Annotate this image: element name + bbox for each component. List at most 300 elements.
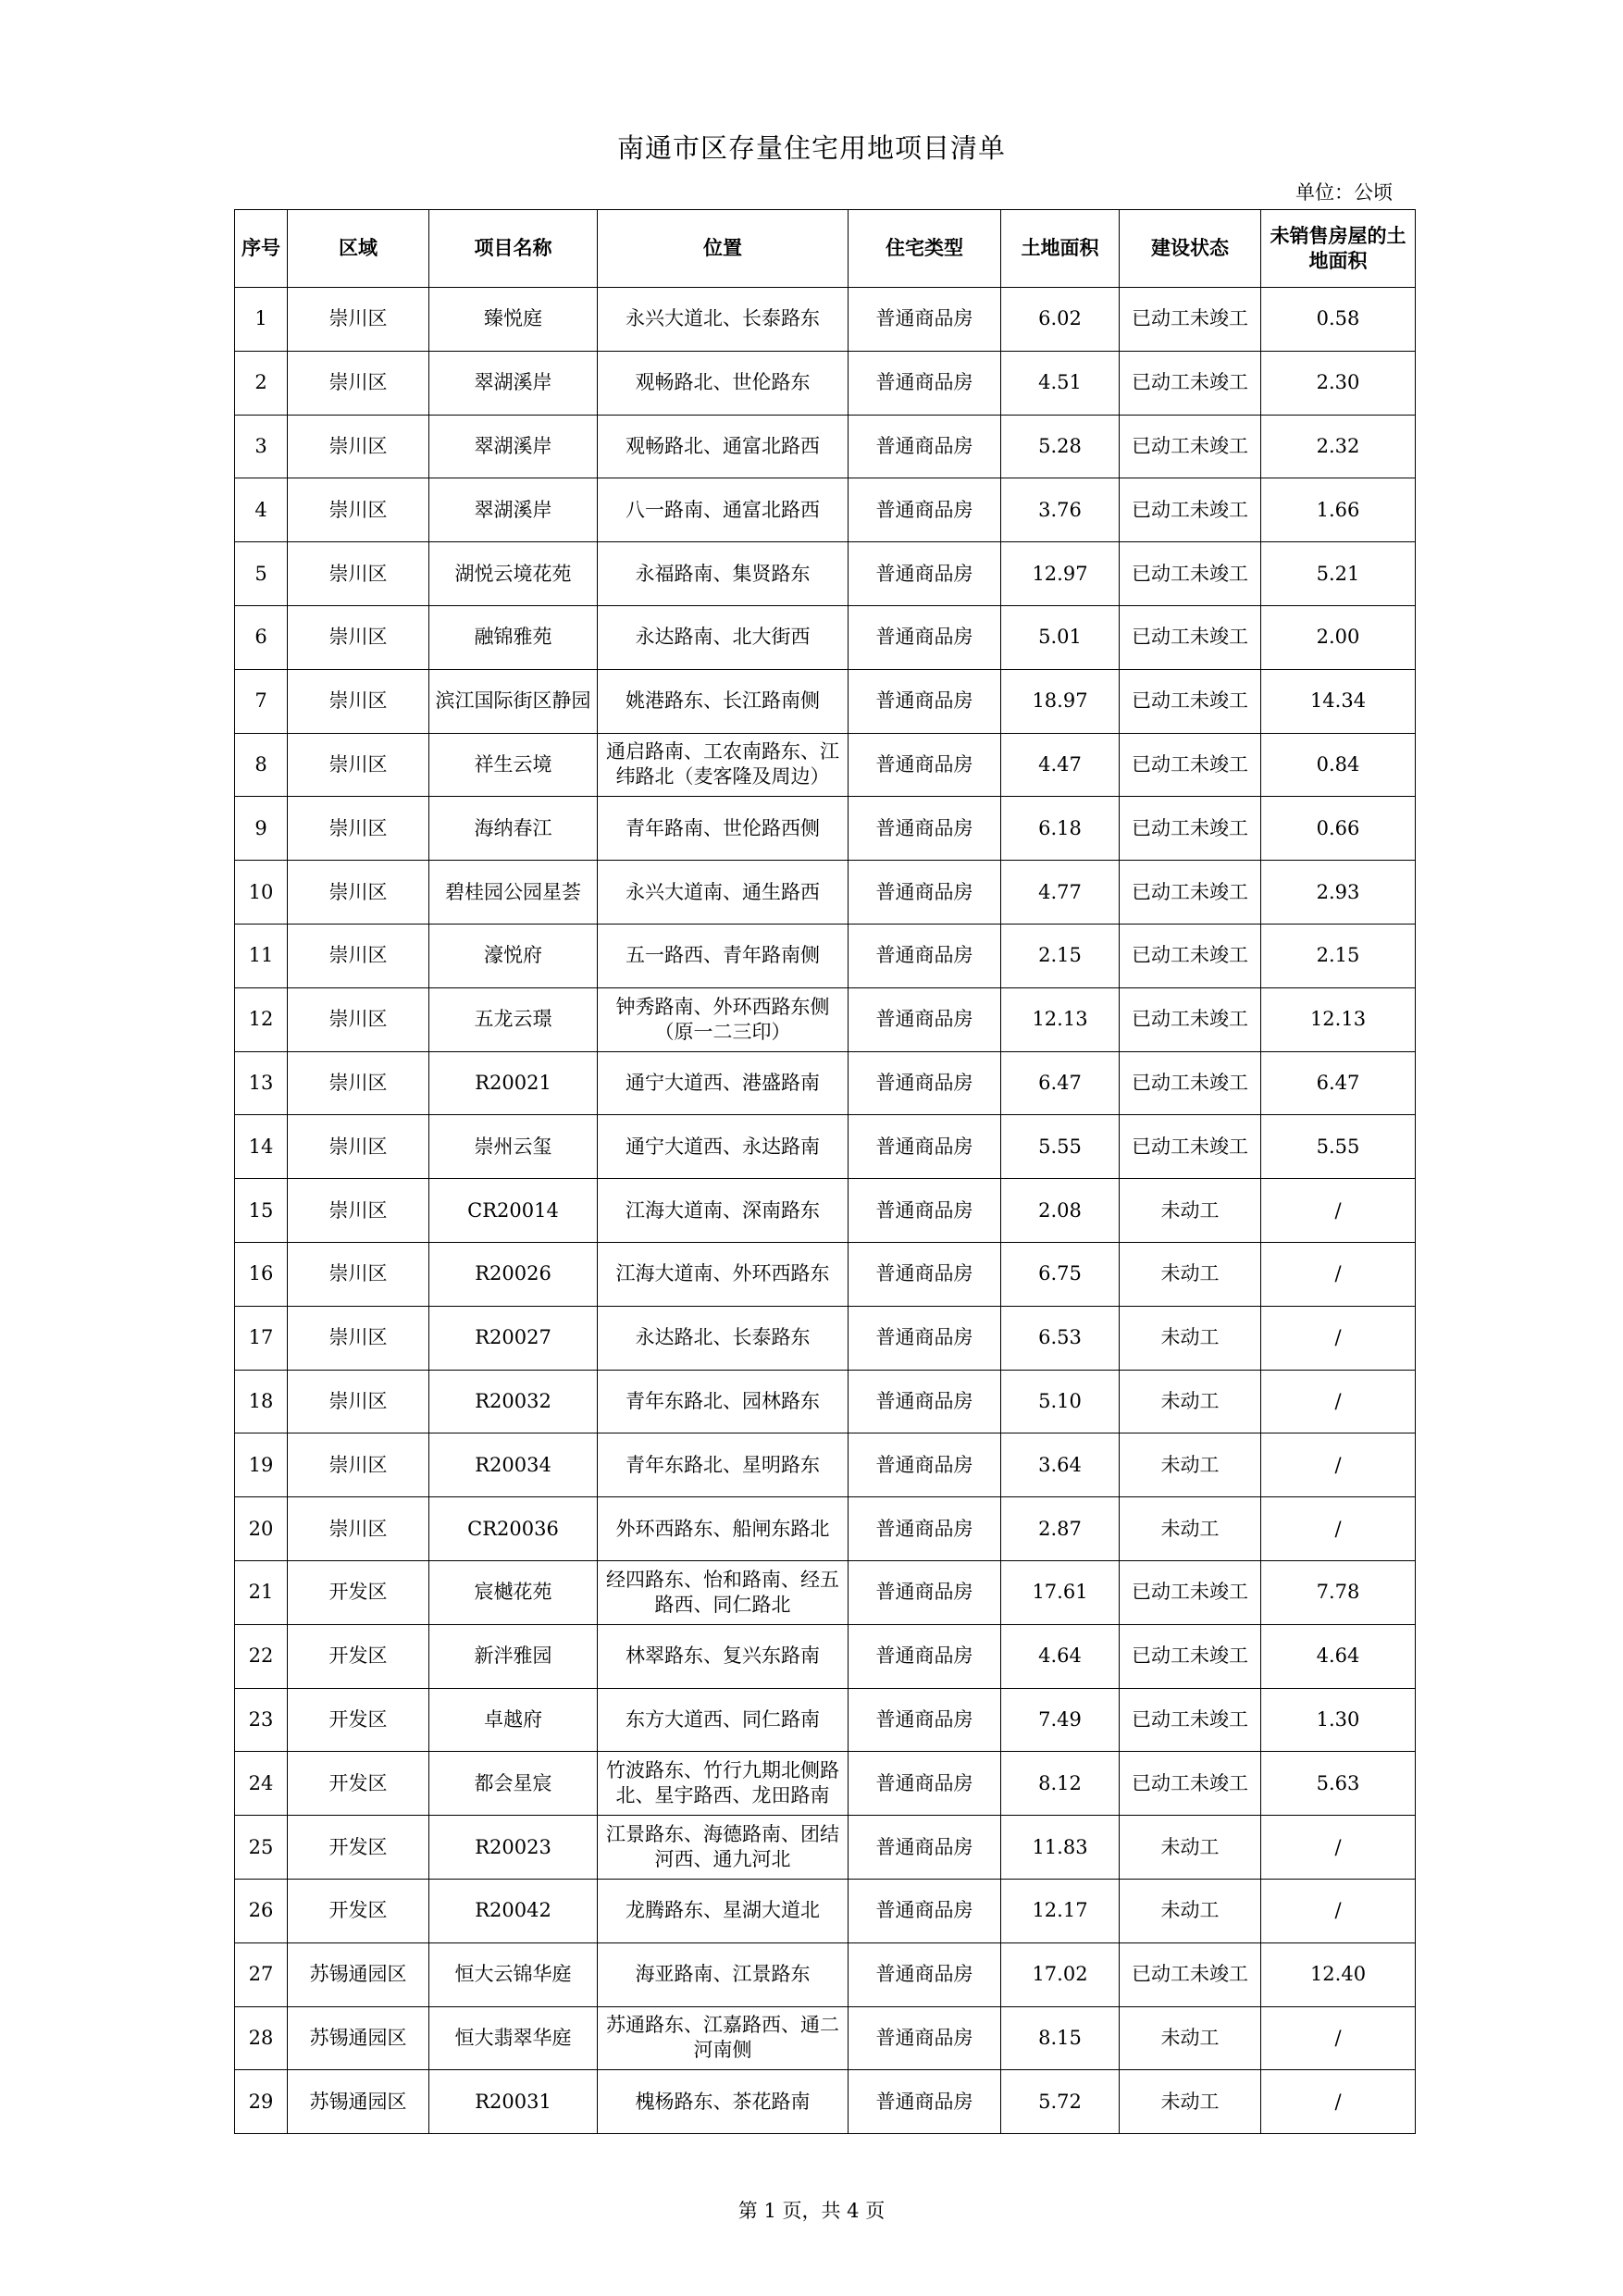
cell-index: 23 bbox=[235, 1688, 288, 1752]
location-text: 永兴大道南、通生路西 bbox=[626, 880, 820, 903]
header-project-name: 项目名称 bbox=[429, 210, 598, 288]
cell-construction-status: 未动工 bbox=[1120, 1816, 1261, 1880]
cell-construction-status: 已动工未竣工 bbox=[1120, 1688, 1261, 1752]
table-row bbox=[235, 987, 1416, 1051]
table-row bbox=[235, 1816, 1416, 1880]
cell-unsold-land-area: / bbox=[1261, 1370, 1416, 1433]
cell-construction-status: 已动工未竣工 bbox=[1120, 288, 1261, 352]
cell-unsold-land-area: 1.30 bbox=[1261, 1688, 1416, 1752]
cell-index: 15 bbox=[235, 1179, 288, 1243]
cell-land-area: 5.28 bbox=[1001, 415, 1120, 478]
header-land-area: 土地面积 bbox=[1001, 210, 1120, 288]
header-district: 区域 bbox=[288, 210, 429, 288]
header-housing-type: 住宅类型 bbox=[849, 210, 1001, 288]
cell-unsold-land-area: 2.32 bbox=[1261, 415, 1416, 478]
location-text: 钟秀路南、外环西路东侧（原一二三印） bbox=[615, 995, 830, 1043]
cell-district: 崇川区 bbox=[288, 797, 429, 861]
cell-project-name: 翠湖溪岸 bbox=[429, 351, 598, 415]
table-row bbox=[235, 1051, 1416, 1115]
cell-district: 开发区 bbox=[288, 1560, 429, 1624]
cell-land-area: 2.08 bbox=[1001, 1179, 1120, 1243]
table-row bbox=[235, 1242, 1416, 1306]
cell-housing-type: 普通商品房 bbox=[849, 1624, 1001, 1688]
cell-land-area: 12.13 bbox=[1001, 987, 1120, 1051]
location-text: 东方大道西、同仁路南 bbox=[626, 1707, 820, 1731]
table-row bbox=[235, 2006, 1416, 2070]
cell-land-area: 6.53 bbox=[1001, 1306, 1120, 1370]
cell-housing-type: 普通商品房 bbox=[849, 1370, 1001, 1433]
table-row bbox=[235, 733, 1416, 797]
cell-land-area: 2.15 bbox=[1001, 924, 1120, 987]
location-text: 青年东路北、星明路东 bbox=[626, 1453, 820, 1476]
location-text: 江景路东、海德路南、团结河西、通九河北 bbox=[606, 1823, 839, 1871]
cell-index: 1 bbox=[235, 288, 288, 352]
cell-housing-type: 普通商品房 bbox=[849, 1179, 1001, 1243]
cell-land-area: 18.97 bbox=[1001, 669, 1120, 733]
table-row bbox=[235, 1370, 1416, 1433]
cell-land-area: 7.49 bbox=[1001, 1688, 1120, 1752]
location-text: 竹波路东、竹行九期北侧路北、星宇路西、龙田路南 bbox=[606, 1759, 839, 1807]
cell-land-area: 4.47 bbox=[1001, 733, 1120, 797]
cell-location bbox=[598, 1179, 849, 1243]
table-body bbox=[235, 288, 1416, 2134]
table-row bbox=[235, 924, 1416, 987]
cell-construction-status: 未动工 bbox=[1120, 2070, 1261, 2134]
cell-land-area: 3.64 bbox=[1001, 1433, 1120, 1497]
cell-land-area: 5.10 bbox=[1001, 1370, 1120, 1433]
cell-project-name: 新泮雅园 bbox=[429, 1624, 598, 1688]
cell-index: 14 bbox=[235, 1115, 288, 1179]
cell-project-name: 翠湖溪岸 bbox=[429, 478, 598, 542]
table-row bbox=[235, 415, 1416, 478]
cell-construction-status: 已动工未竣工 bbox=[1120, 797, 1261, 861]
cell-construction-status: 未动工 bbox=[1120, 1370, 1261, 1433]
cell-unsold-land-area: / bbox=[1261, 1879, 1416, 1942]
cell-project-name: 五龙云璟 bbox=[429, 987, 598, 1051]
cell-land-area: 5.72 bbox=[1001, 2070, 1120, 2134]
header-location: 位置 bbox=[598, 210, 849, 288]
cell-unsold-land-area: 12.40 bbox=[1261, 1942, 1416, 2006]
header-unsold-land-area: 未销售房屋的土地面积 bbox=[1261, 210, 1416, 288]
cell-location bbox=[598, 1497, 849, 1561]
cell-land-area: 8.15 bbox=[1001, 2006, 1120, 2070]
cell-construction-status: 已动工未竣工 bbox=[1120, 1752, 1261, 1816]
cell-index: 29 bbox=[235, 2070, 288, 2134]
cell-location bbox=[598, 1306, 849, 1370]
cell-construction-status: 未动工 bbox=[1120, 1497, 1261, 1561]
cell-land-area: 3.76 bbox=[1001, 478, 1120, 542]
cell-housing-type: 普通商品房 bbox=[849, 669, 1001, 733]
cell-project-name: 恒大云锦华庭 bbox=[429, 1942, 598, 2006]
cell-construction-status: 已动工未竣工 bbox=[1120, 351, 1261, 415]
cell-location bbox=[598, 797, 849, 861]
table-row bbox=[235, 605, 1416, 669]
cell-index: 13 bbox=[235, 1051, 288, 1115]
cell-housing-type: 普通商品房 bbox=[849, 1242, 1001, 1306]
cell-land-area: 6.75 bbox=[1001, 1242, 1120, 1306]
cell-location bbox=[598, 1942, 849, 2006]
location-text: 通宁大道西、港盛路南 bbox=[626, 1071, 820, 1094]
location-text: 青年路南、世伦路西侧 bbox=[626, 816, 820, 839]
cell-unsold-land-area: 0.66 bbox=[1261, 797, 1416, 861]
page-footer: 第 1 页，共 4 页 bbox=[737, 2200, 886, 2222]
cell-unsold-land-area: 2.30 bbox=[1261, 351, 1416, 415]
cell-district: 崇川区 bbox=[288, 1242, 429, 1306]
cell-district: 开发区 bbox=[288, 1752, 429, 1816]
cell-index: 17 bbox=[235, 1306, 288, 1370]
cell-housing-type: 普通商品房 bbox=[849, 478, 1001, 542]
document-title: 南通市区存量住宅用地项目清单 bbox=[616, 132, 1006, 164]
location-text: 观畅路北、世伦路东 bbox=[635, 371, 811, 394]
cell-housing-type: 普通商品房 bbox=[849, 2070, 1001, 2134]
cell-project-name: R20027 bbox=[429, 1306, 598, 1370]
cell-construction-status: 未动工 bbox=[1120, 1306, 1261, 1370]
cell-district: 崇川区 bbox=[288, 733, 429, 797]
cell-district: 苏锡通园区 bbox=[288, 1942, 429, 2006]
cell-index: 11 bbox=[235, 924, 288, 987]
cell-unsold-land-area: 2.00 bbox=[1261, 605, 1416, 669]
cell-construction-status: 未动工 bbox=[1120, 1179, 1261, 1243]
cell-location bbox=[598, 669, 849, 733]
header-construction-status: 建设状态 bbox=[1120, 210, 1261, 288]
cell-index: 4 bbox=[235, 478, 288, 542]
header-index: 序号 bbox=[235, 210, 288, 288]
cell-district: 崇川区 bbox=[288, 669, 429, 733]
cell-housing-type: 普通商品房 bbox=[849, 987, 1001, 1051]
cell-land-area: 4.77 bbox=[1001, 861, 1120, 925]
table-row bbox=[235, 861, 1416, 925]
cell-project-name: 滨江国际街区静园 bbox=[429, 669, 598, 733]
cell-location bbox=[598, 1242, 849, 1306]
location-text: 槐杨路东、茶花路南 bbox=[635, 2090, 811, 2113]
cell-location bbox=[598, 2006, 849, 2070]
location-text: 海亚路南、江景路东 bbox=[635, 1963, 811, 1986]
table-row bbox=[235, 1306, 1416, 1370]
cell-project-name: 臻悦庭 bbox=[429, 288, 598, 352]
cell-location bbox=[598, 478, 849, 542]
cell-district: 开发区 bbox=[288, 1688, 429, 1752]
cell-housing-type: 普通商品房 bbox=[849, 924, 1001, 987]
cell-location bbox=[598, 733, 849, 797]
cell-land-area: 4.51 bbox=[1001, 351, 1120, 415]
location-text: 姚港路东、长江路南侧 bbox=[626, 689, 820, 713]
cell-project-name: R20031 bbox=[429, 2070, 598, 2134]
cell-construction-status: 已动工未竣工 bbox=[1120, 1624, 1261, 1688]
cell-district: 崇川区 bbox=[288, 1179, 429, 1243]
cell-unsold-land-area: 0.58 bbox=[1261, 288, 1416, 352]
cell-construction-status: 已动工未竣工 bbox=[1120, 542, 1261, 606]
cell-location bbox=[598, 1688, 849, 1752]
cell-index: 24 bbox=[235, 1752, 288, 1816]
location-text: 观畅路北、通富北路西 bbox=[626, 434, 820, 457]
cell-project-name: 恒大翡翠华庭 bbox=[429, 2006, 598, 2070]
cell-index: 26 bbox=[235, 1879, 288, 1942]
cell-district: 崇川区 bbox=[288, 1051, 429, 1115]
cell-unsold-land-area: 2.15 bbox=[1261, 924, 1416, 987]
location-text: 苏通路东、江嘉路西、通二河南侧 bbox=[606, 2014, 839, 2062]
cell-housing-type: 普通商品房 bbox=[849, 1497, 1001, 1561]
cell-construction-status: 已动工未竣工 bbox=[1120, 1115, 1261, 1179]
cell-district: 苏锡通园区 bbox=[288, 2070, 429, 2134]
cell-unsold-land-area: 12.13 bbox=[1261, 987, 1416, 1051]
cell-construction-status: 已动工未竣工 bbox=[1120, 861, 1261, 925]
cell-location bbox=[598, 542, 849, 606]
cell-index: 9 bbox=[235, 797, 288, 861]
unit-label: 单位：公顷 bbox=[1295, 181, 1393, 204]
cell-housing-type: 普通商品房 bbox=[849, 1688, 1001, 1752]
header-row bbox=[235, 210, 1416, 288]
cell-index: 6 bbox=[235, 605, 288, 669]
cell-unsold-land-area: 2.93 bbox=[1261, 861, 1416, 925]
cell-project-name: 濠悦府 bbox=[429, 924, 598, 987]
table-row bbox=[235, 2070, 1416, 2134]
cell-index: 5 bbox=[235, 542, 288, 606]
location-text: 经四路东、怡和路南、经五路西、同仁路北 bbox=[606, 1568, 839, 1616]
table-row bbox=[235, 1942, 1416, 2006]
cell-index: 20 bbox=[235, 1497, 288, 1561]
cell-index: 28 bbox=[235, 2006, 288, 2070]
cell-land-area: 11.83 bbox=[1001, 1816, 1120, 1880]
cell-unsold-land-area: 5.55 bbox=[1261, 1115, 1416, 1179]
cell-location bbox=[598, 1370, 849, 1433]
cell-land-area: 8.12 bbox=[1001, 1752, 1120, 1816]
location-text: 通启路南、工农南路东、江纬路北（麦客隆及周边） bbox=[606, 740, 839, 788]
cell-district: 崇川区 bbox=[288, 542, 429, 606]
cell-unsold-land-area: / bbox=[1261, 1497, 1416, 1561]
cell-district: 崇川区 bbox=[288, 861, 429, 925]
location-text: 江海大道南、深南路东 bbox=[626, 1198, 820, 1222]
cell-location bbox=[598, 288, 849, 352]
cell-unsold-land-area: / bbox=[1261, 1306, 1416, 1370]
cell-land-area: 17.02 bbox=[1001, 1942, 1120, 2006]
cell-project-name: R20026 bbox=[429, 1242, 598, 1306]
cell-index: 21 bbox=[235, 1560, 288, 1624]
cell-location bbox=[598, 924, 849, 987]
table-row bbox=[235, 1879, 1416, 1942]
table-row bbox=[235, 1179, 1416, 1243]
cell-district: 苏锡通园区 bbox=[288, 2006, 429, 2070]
cell-land-area: 17.61 bbox=[1001, 1560, 1120, 1624]
table-row bbox=[235, 1752, 1416, 1816]
cell-construction-status: 已动工未竣工 bbox=[1120, 987, 1261, 1051]
cell-project-name: R20023 bbox=[429, 1816, 598, 1880]
cell-project-name: R20042 bbox=[429, 1879, 598, 1942]
cell-index: 25 bbox=[235, 1816, 288, 1880]
cell-unsold-land-area: / bbox=[1261, 1179, 1416, 1243]
cell-housing-type: 普通商品房 bbox=[849, 1051, 1001, 1115]
cell-district: 崇川区 bbox=[288, 924, 429, 987]
cell-index: 10 bbox=[235, 861, 288, 925]
cell-unsold-land-area: 0.84 bbox=[1261, 733, 1416, 797]
cell-housing-type: 普通商品房 bbox=[849, 288, 1001, 352]
cell-project-name: R20032 bbox=[429, 1370, 598, 1433]
cell-housing-type: 普通商品房 bbox=[849, 861, 1001, 925]
cell-unsold-land-area: 5.21 bbox=[1261, 542, 1416, 606]
cell-index: 18 bbox=[235, 1370, 288, 1433]
cell-project-name: R20021 bbox=[429, 1051, 598, 1115]
cell-index: 19 bbox=[235, 1433, 288, 1497]
cell-project-name: CR20036 bbox=[429, 1497, 598, 1561]
cell-unsold-land-area: / bbox=[1261, 2070, 1416, 2134]
location-text: 外环西路东、船闸东路北 bbox=[615, 1517, 830, 1540]
table-row bbox=[235, 1433, 1416, 1497]
table-row bbox=[235, 1624, 1416, 1688]
cell-project-name: 碧桂园公园星荟 bbox=[429, 861, 598, 925]
cell-housing-type: 普通商品房 bbox=[849, 1306, 1001, 1370]
location-text: 永兴大道北、长泰路东 bbox=[626, 307, 820, 330]
cell-district: 开发区 bbox=[288, 1879, 429, 1942]
cell-location bbox=[598, 1560, 849, 1624]
cell-land-area: 5.55 bbox=[1001, 1115, 1120, 1179]
cell-location bbox=[598, 1115, 849, 1179]
cell-construction-status: 已动工未竣工 bbox=[1120, 478, 1261, 542]
cell-district: 崇川区 bbox=[288, 1433, 429, 1497]
cell-unsold-land-area: / bbox=[1261, 2006, 1416, 2070]
land-project-table bbox=[234, 209, 1416, 2134]
cell-project-name: 融锦雅苑 bbox=[429, 605, 598, 669]
cell-housing-type: 普通商品房 bbox=[849, 415, 1001, 478]
table-row bbox=[235, 1688, 1416, 1752]
cell-land-area: 4.64 bbox=[1001, 1624, 1120, 1688]
cell-housing-type: 普通商品房 bbox=[849, 542, 1001, 606]
cell-housing-type: 普通商品房 bbox=[849, 1433, 1001, 1497]
location-text: 五一路西、青年路南侧 bbox=[626, 944, 820, 967]
cell-project-name: 海纳春江 bbox=[429, 797, 598, 861]
cell-housing-type: 普通商品房 bbox=[849, 1115, 1001, 1179]
cell-location bbox=[598, 1624, 849, 1688]
cell-district: 崇川区 bbox=[288, 1115, 429, 1179]
cell-housing-type: 普通商品房 bbox=[849, 797, 1001, 861]
cell-construction-status: 已动工未竣工 bbox=[1120, 1051, 1261, 1115]
cell-unsold-land-area: 1.66 bbox=[1261, 478, 1416, 542]
table-row bbox=[235, 1115, 1416, 1179]
cell-district: 崇川区 bbox=[288, 288, 429, 352]
cell-index: 22 bbox=[235, 1624, 288, 1688]
cell-location bbox=[598, 1816, 849, 1880]
cell-location bbox=[598, 987, 849, 1051]
cell-construction-status: 已动工未竣工 bbox=[1120, 415, 1261, 478]
cell-project-name: 崇州云玺 bbox=[429, 1115, 598, 1179]
cell-unsold-land-area: / bbox=[1261, 1242, 1416, 1306]
cell-location bbox=[598, 1051, 849, 1115]
cell-district: 开发区 bbox=[288, 1816, 429, 1880]
cell-district: 崇川区 bbox=[288, 605, 429, 669]
cell-district: 崇川区 bbox=[288, 1370, 429, 1433]
cell-construction-status: 已动工未竣工 bbox=[1120, 605, 1261, 669]
table-row bbox=[235, 351, 1416, 415]
cell-construction-status: 已动工未竣工 bbox=[1120, 924, 1261, 987]
cell-project-name: 都会星宸 bbox=[429, 1752, 598, 1816]
cell-unsold-land-area: / bbox=[1261, 1433, 1416, 1497]
cell-project-name: 翠湖溪岸 bbox=[429, 415, 598, 478]
cell-district: 开发区 bbox=[288, 1624, 429, 1688]
cell-housing-type: 普通商品房 bbox=[849, 351, 1001, 415]
cell-land-area: 6.47 bbox=[1001, 1051, 1120, 1115]
cell-district: 崇川区 bbox=[288, 415, 429, 478]
cell-district: 崇川区 bbox=[288, 351, 429, 415]
cell-land-area: 2.87 bbox=[1001, 1497, 1120, 1561]
cell-location bbox=[598, 351, 849, 415]
table-row bbox=[235, 797, 1416, 861]
table-row bbox=[235, 1497, 1416, 1561]
cell-housing-type: 普通商品房 bbox=[849, 1942, 1001, 2006]
cell-index: 2 bbox=[235, 351, 288, 415]
table-row bbox=[235, 288, 1416, 352]
cell-unsold-land-area: / bbox=[1261, 1816, 1416, 1880]
cell-construction-status: 已动工未竣工 bbox=[1120, 733, 1261, 797]
table-row bbox=[235, 1560, 1416, 1624]
cell-location bbox=[598, 861, 849, 925]
cell-land-area: 12.97 bbox=[1001, 542, 1120, 606]
cell-unsold-land-area: 4.64 bbox=[1261, 1624, 1416, 1688]
cell-land-area: 6.02 bbox=[1001, 288, 1120, 352]
cell-location bbox=[598, 415, 849, 478]
table-row bbox=[235, 669, 1416, 733]
cell-index: 27 bbox=[235, 1942, 288, 2006]
cell-housing-type: 普通商品房 bbox=[849, 1879, 1001, 1942]
cell-project-name: 祥生云境 bbox=[429, 733, 598, 797]
cell-location bbox=[598, 1752, 849, 1816]
cell-housing-type: 普通商品房 bbox=[849, 1560, 1001, 1624]
cell-location bbox=[598, 605, 849, 669]
cell-construction-status: 未动工 bbox=[1120, 1433, 1261, 1497]
cell-housing-type: 普通商品房 bbox=[849, 605, 1001, 669]
cell-construction-status: 未动工 bbox=[1120, 1242, 1261, 1306]
cell-index: 3 bbox=[235, 415, 288, 478]
cell-housing-type: 普通商品房 bbox=[849, 1752, 1001, 1816]
cell-district: 崇川区 bbox=[288, 478, 429, 542]
cell-unsold-land-area: 14.34 bbox=[1261, 669, 1416, 733]
location-text: 通宁大道西、永达路南 bbox=[626, 1135, 820, 1158]
cell-land-area: 5.01 bbox=[1001, 605, 1120, 669]
location-text: 龙腾路东、星湖大道北 bbox=[626, 1899, 820, 1922]
cell-construction-status: 已动工未竣工 bbox=[1120, 1942, 1261, 2006]
cell-land-area: 12.17 bbox=[1001, 1879, 1120, 1942]
cell-construction-status: 未动工 bbox=[1120, 1879, 1261, 1942]
table-row bbox=[235, 478, 1416, 542]
cell-district: 崇川区 bbox=[288, 1306, 429, 1370]
cell-land-area: 6.18 bbox=[1001, 797, 1120, 861]
cell-index: 16 bbox=[235, 1242, 288, 1306]
cell-construction-status: 已动工未竣工 bbox=[1120, 1560, 1261, 1624]
cell-project-name: CR20014 bbox=[429, 1179, 598, 1243]
table-row bbox=[235, 542, 1416, 606]
cell-district: 崇川区 bbox=[288, 1497, 429, 1561]
cell-location bbox=[598, 1433, 849, 1497]
cell-housing-type: 普通商品房 bbox=[849, 733, 1001, 797]
cell-district: 崇川区 bbox=[288, 987, 429, 1051]
location-text: 永达路南、北大街西 bbox=[635, 626, 811, 649]
cell-project-name: 卓越府 bbox=[429, 1688, 598, 1752]
cell-construction-status: 未动工 bbox=[1120, 2006, 1261, 2070]
location-text: 青年东路北、园林路东 bbox=[626, 1389, 820, 1412]
cell-project-name: R20034 bbox=[429, 1433, 598, 1497]
location-text: 永达路北、长泰路东 bbox=[635, 1326, 811, 1349]
cell-unsold-land-area: 5.63 bbox=[1261, 1752, 1416, 1816]
location-text: 江海大道南、外环西路东 bbox=[615, 1262, 830, 1285]
cell-index: 12 bbox=[235, 987, 288, 1051]
cell-project-name: 湖悦云境花苑 bbox=[429, 542, 598, 606]
cell-location bbox=[598, 2070, 849, 2134]
cell-unsold-land-area: 7.78 bbox=[1261, 1560, 1416, 1624]
cell-construction-status: 已动工未竣工 bbox=[1120, 669, 1261, 733]
cell-housing-type: 普通商品房 bbox=[849, 2006, 1001, 2070]
cell-project-name: 宸樾花苑 bbox=[429, 1560, 598, 1624]
location-text: 林翠路东、复兴东路南 bbox=[626, 1644, 820, 1668]
cell-index: 8 bbox=[235, 733, 288, 797]
cell-index: 7 bbox=[235, 669, 288, 733]
cell-housing-type: 普通商品房 bbox=[849, 1816, 1001, 1880]
